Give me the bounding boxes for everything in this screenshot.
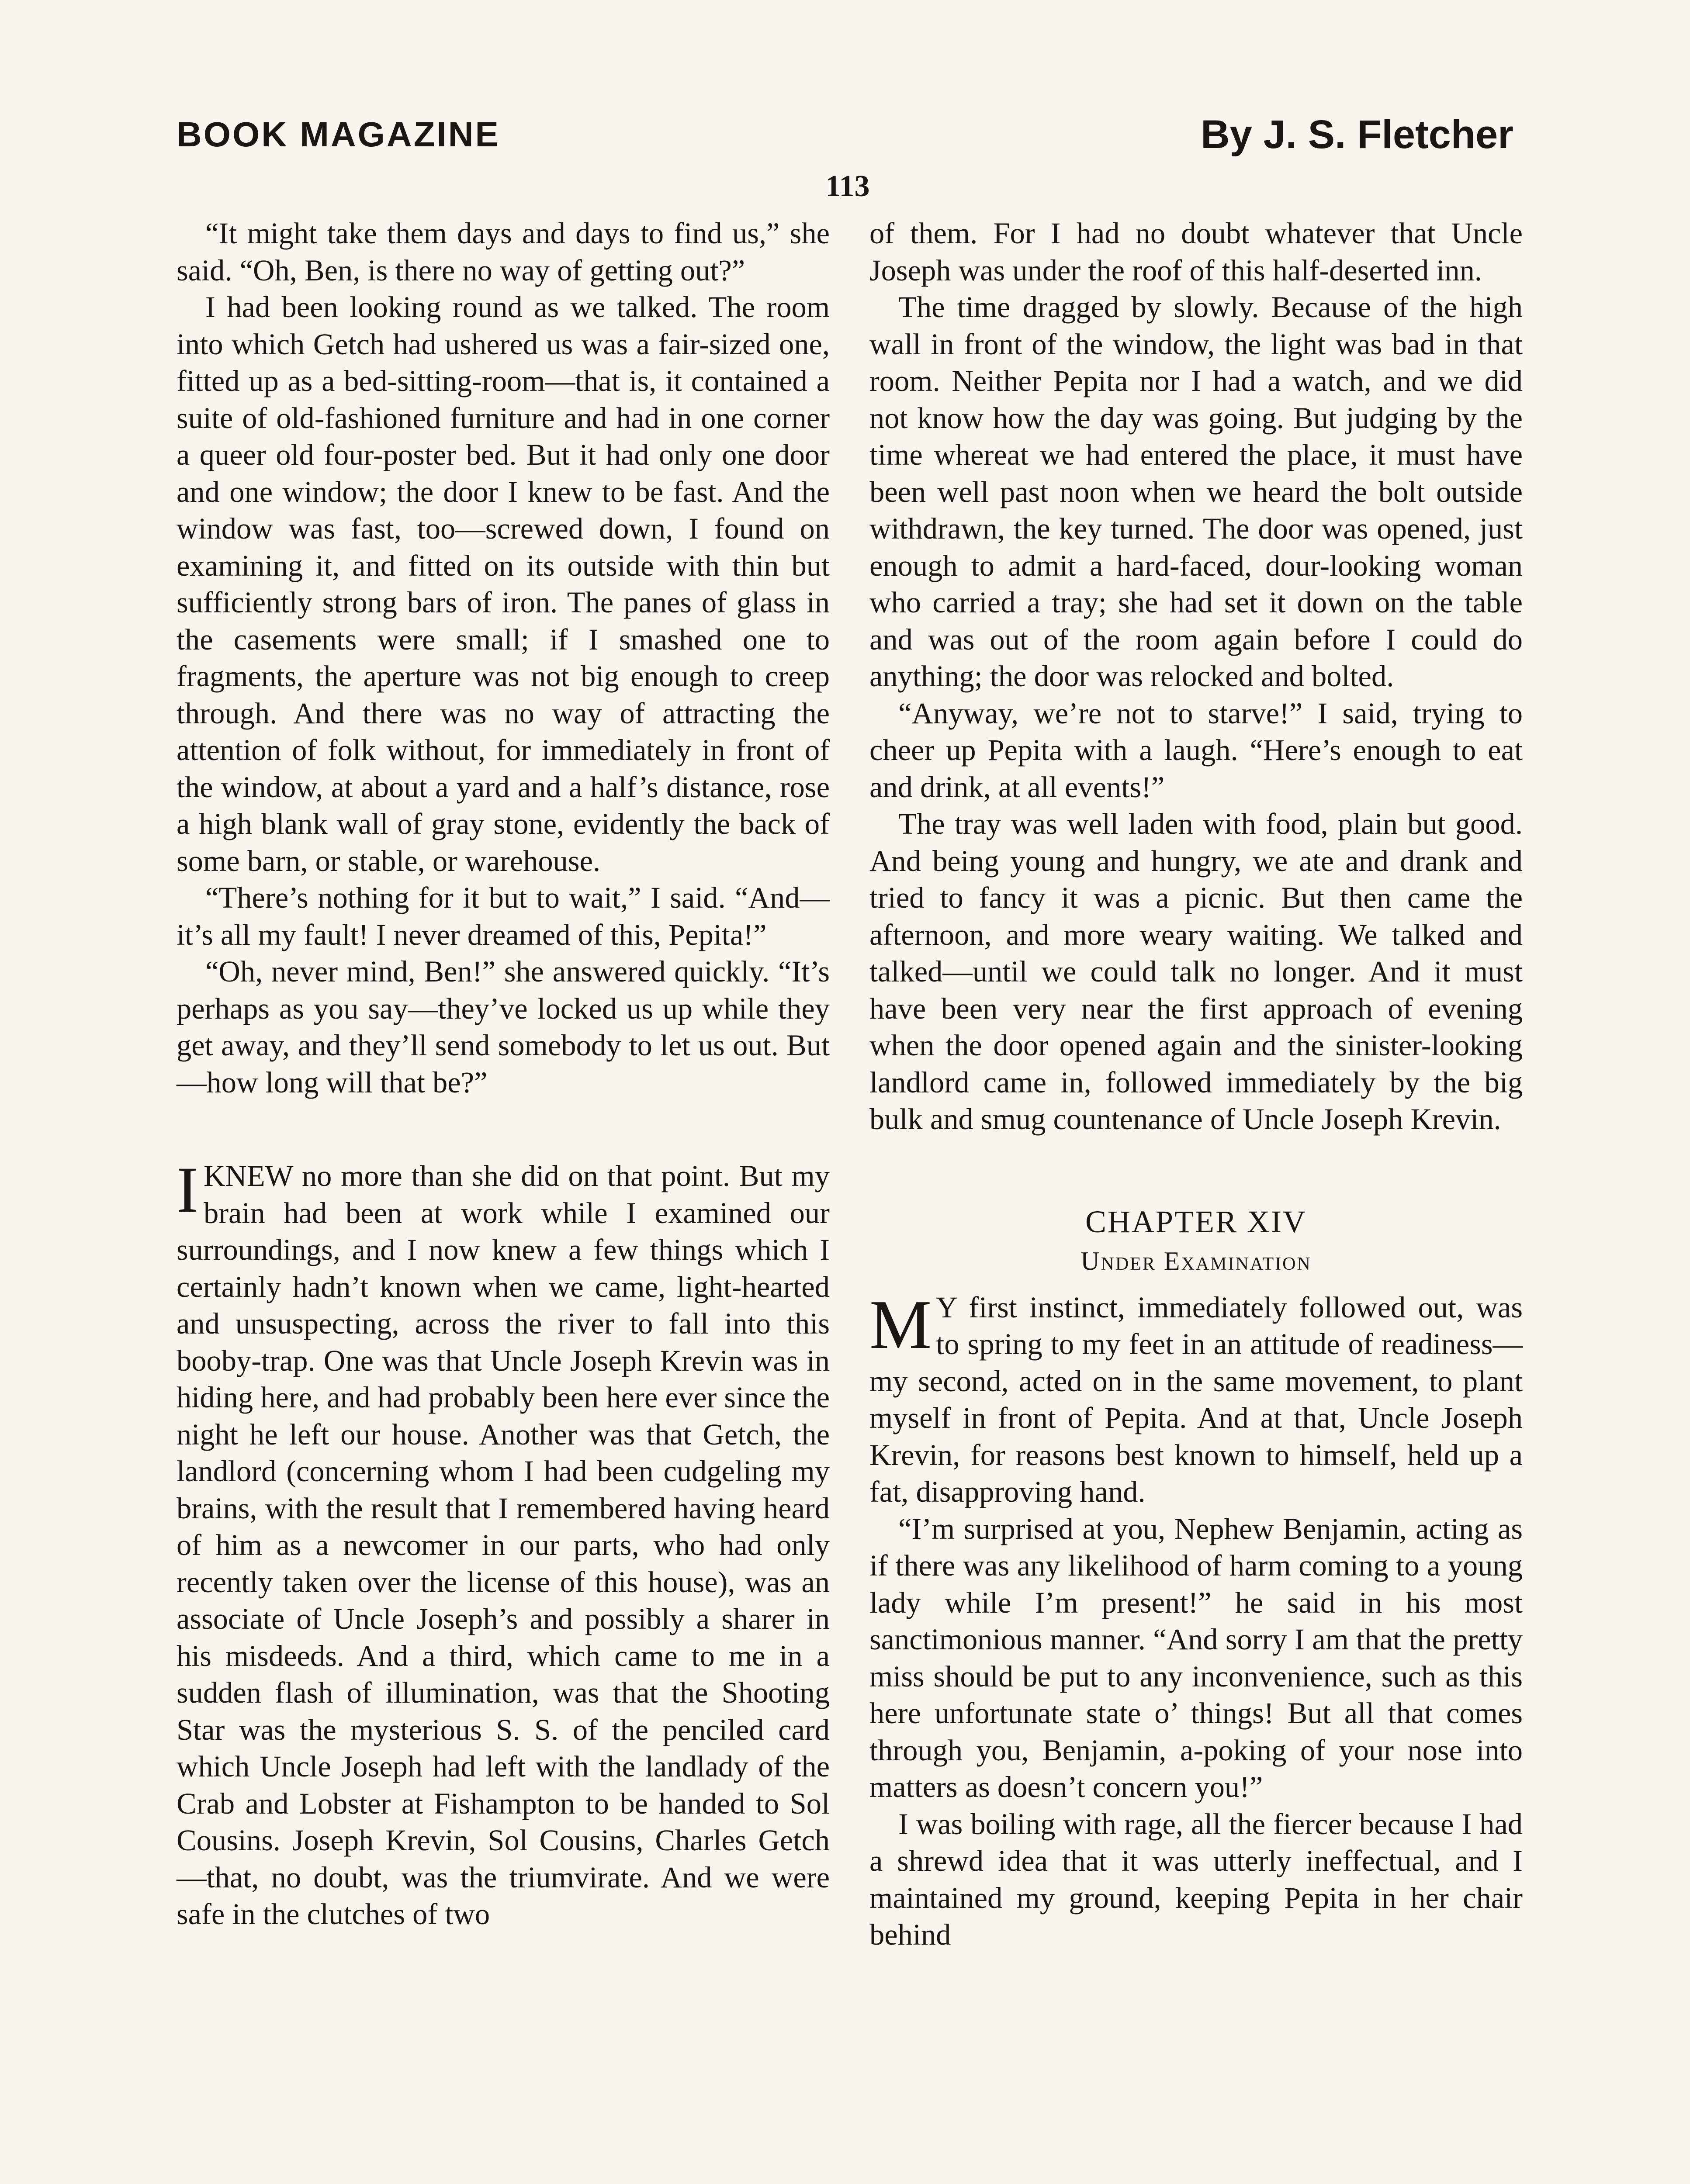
section-opening-paragraph — [177, 1154, 830, 1933]
section-break — [177, 1101, 830, 1158]
paragraph: “Oh, never mind, Ben!” she answered quickly. “It’s perhaps as you say—they’ve locked us up while they get away, and they’ll send somebody to let us out. But—how long will that be?” — [177, 955, 830, 1099]
paragraph: “I’m surprised at you, Nephew Benjamin, acting as if there was any likelihood of harm coming to a young lady while I’m present!” he said in his most sanctimonious manner. “And sorry I am that the pretty miss should be put to any inconvenience, such as this here unfortunate state o’ things! But all that comes through you, Benjamin, a-poking of your nose into matters as doesn’t concern you!” — [869, 1512, 1523, 1804]
paragraph: The tray was well laden with food, plain but good. And being young and hungry, we ate and drank and tried to fancy it was a picnic. But then came the afternoon, and more weary waiting. We talked and talked—until we could talk no longer. And it must have been very near the first approach of evening when the door opened again and the sinister-looking landlord came in, followed immediately by the big bulk and smug countenance of Uncle Joseph Krevin. — [869, 807, 1523, 1136]
chapter-opening-paragraph — [869, 1285, 1523, 1510]
page-number: 113 — [825, 169, 870, 203]
chapter-subtitle: Under Examination — [1080, 1246, 1312, 1275]
paragraph: “There’s nothing for it but to wait,” I said. “And—it’s all my fault! I never dreamed of this, Pepita!” — [177, 881, 830, 951]
paragraph-text: Y first instinct, immediately followed out, was to spring to my feet in an attitude of readiness—my second, acted on in the same movement, to plant myself in front of Pepita. And at that, Uncle Joseph Krevin, for reasons best known to himself, held up a fat, disapproving hand. — [869, 1290, 1523, 1508]
paragraph: The time dragged by slowly. Because of the high wall in front of the window, the light was bad in that room. Neither Pepita nor I had a watch, and we did not know how the day was going. But judging by the time whereat we had entered the place, it must have been well past noon when we heard the bolt outside withdrawn, the key turned. The door was opened, just enough to admit a hard-faced, dour-looking woman who carried a tray; she had set it down on the table and was out of the room again before I could do anything; the door was relocked and bolted. — [869, 290, 1523, 693]
paragraph: “It might take them days and days to find us,” she said. “Oh, Ben, is there no way of getting out?” — [177, 217, 830, 287]
drop-cap: M — [869, 1285, 932, 1363]
paragraph: I had been looking round as we talked. The room into which Getch had ushered us was a fair-sized one, fitted up as a bed-sitting-room—that is, it contained a suite of old-fashioned furniture and had in one corner a queer old four-poster bed. But it had only one door and one window; the door I knew to be fast. And the window was fast, too—screwed down, I found on examining it, and fitted on its outside with thin but sufficiently strong bars of iron. The panes of glass in the casements were small; if I smashed one to fragments, the aperture was not big enough to creep through. And there was no way of attracting the attention of folk without, for immediately in front of the window, at about a yard and a half’s distance, rose a high blank wall of gray stone, evidently the back of some barn, or stable, or warehouse. — [177, 290, 830, 878]
paragraph: I was boiling with rage, all the fiercer because I had a shrewd idea that it was utterly ineffectual, and I maintained my ground, keeping Pepita in her chair behind — [869, 1807, 1523, 1951]
paragraph: “Anyway, we’re not to starve!” I said, trying to cheer up Pepita with a laugh. “Here’s enough to eat and drink, at all events!” — [869, 696, 1523, 804]
right-column — [869, 215, 1523, 1953]
drop-cap: I — [177, 1154, 198, 1226]
author-byline: By J. S. Fletcher — [1201, 112, 1513, 157]
paragraph-continuation: of them. For I had no doubt whatever that Uncle Joseph was under the roof of this half-deserted inn. — [869, 217, 1523, 287]
left-column — [177, 215, 830, 1933]
chapter-break — [869, 1138, 1523, 1203]
magazine-title: BOOK MAGAZINE — [177, 115, 500, 154]
chapter-title: CHAPTER XIV — [1085, 1204, 1307, 1239]
paragraph-text: KNEW no more than she did on that point. But my brain had been at work while I examined our surroundings, and I now knew a few things which I certainly hadn’t known when we came, light-hearted and unsuspecting, across the river to fall into this booby-trap. One was that Uncle Joseph Krevin was in hiding here, and had probably been here ever since the night he left our house. Another was that Getch, the landlord (concerning whom I had been cudgeling my brains, with the result that I remembered having heard of him as a newcomer in our parts, who had only recently taken over the license of this house), was an associate of Uncle Joseph’s and possibly a sharer in his misdeeds. And a third, which came to me in a sudden flash of illumination, was that the Shooting Star was the mysterious S. S. of the penciled card which Uncle Joseph had left with the landlady of the Crab and Lobster at Fishampton to be handed to Sol Cousins. Joseph Krevin, Sol Cousins, Charles Getch—that, no doubt, was the triumvirate. And we were safe in the clutches of two — [177, 1159, 830, 1931]
